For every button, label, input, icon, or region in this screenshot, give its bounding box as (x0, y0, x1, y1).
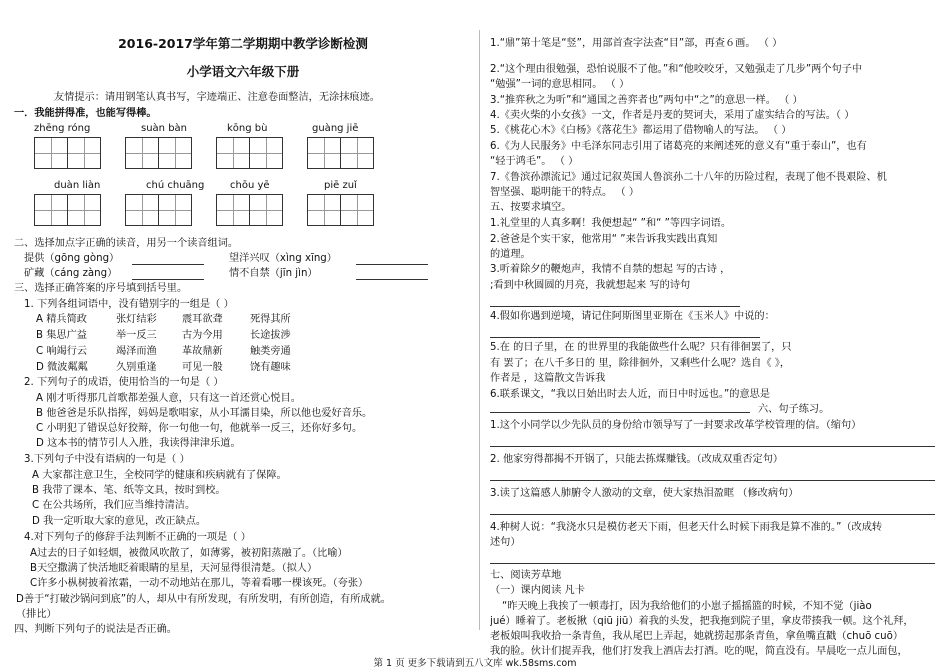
answer-blank[interactable] (132, 264, 204, 265)
option: A 大家都注意卫生，全校同学的健康和疾病就有了保障。 (32, 470, 287, 481)
option-word: 张灯结彩 (116, 314, 157, 325)
exam-title: 2016-2017学年第二学期期中教学诊断检测 (118, 36, 368, 51)
option: C许多小枞树披着浓霜，一动不动地站在那儿，等着看哪一棵该死。（夸张） (30, 578, 369, 589)
passage-line: 我的脸。伙计们捉弄我，他们打发我上酒店去打酒。吃的呢，简直没有。早晨吃一点儿面包， (490, 646, 908, 657)
judge-6a: 6.《为人民服务》中毛泽东同志引用了诸葛亮的来阐述死的意义有“重于泰山”，也有 (490, 141, 867, 152)
option-word: B 集思广益 (36, 330, 87, 341)
option-word: 震耳欲聋 (182, 314, 223, 325)
option-word: D 微波粼粼 (36, 362, 88, 373)
answer-box[interactable] (307, 137, 374, 169)
question-3: 3.下列句子中没有语病的一句是（ ） (24, 454, 190, 465)
writing-grid-row-1 (34, 137, 394, 169)
question-2: 2. 下列句子的成语，使用恰当的一句是（ ） (24, 377, 224, 388)
answer-line[interactable] (490, 446, 935, 447)
sentence-2: 2. 他家穷得都揭不开锅了，只能去拣煤赚钱。（改成双重否定句） (490, 454, 784, 465)
answer-box[interactable] (34, 137, 101, 169)
friendly-tip: 友情提示：请用钢笔认真书写，字迹端正、注意卷面整洁，无涂抹痕迹。 (54, 92, 380, 103)
judge-3: 3.“推弈秋之为听”和“通国之善弈者也”两句中“之”的意思一样。 （ ） (490, 95, 803, 106)
section-6-heading: 六、句子练习。 (758, 404, 830, 415)
answer-line[interactable] (490, 514, 935, 515)
fill-5a: 5.在 的日子里，在 的世界里的我能做些什么呢？只有徘徊罢了，只 (490, 342, 792, 353)
option-word: 触类旁通 (250, 346, 291, 357)
exam-subtitle: 小学语文六年级下册 (186, 64, 300, 79)
pinyin-3: kōng bù (227, 123, 268, 134)
pinyin-2: suàn bàn (141, 123, 188, 134)
option: D善于“打破沙锅问到底”的人，却从中有所发现，有所发明，有所创造，有所成就。 (16, 594, 391, 605)
reading-heading: （一）课内阅读 凡卡 (490, 585, 585, 596)
page-footer: 第 1 页 更多下载请到五八文库 wk.58sms.com (373, 658, 577, 669)
reading-item: 提供（gōng gòng） (24, 253, 120, 264)
passage-line: 老板娘叫我收拾一条青鱼，我从尾巴上弄起，她就捞起那条青鱼，拿鱼嘴直戳（chuō cuō） (490, 631, 904, 642)
sentence-1: 1.这个小同学以少先队员的身份给市领导写了一封要求改革学校管理的信。（缩句） (490, 420, 862, 431)
answer-line[interactable] (490, 412, 750, 413)
sentence-4a: 4.种树人说：“我浇水只是模仿老天下雨，但老天什么时候下雨我是算不准的。”（改成转 (490, 522, 883, 533)
option-word: 古为今用 (182, 330, 223, 341)
writing-grid-row-2 (34, 194, 394, 226)
option-word: 长途拔涉 (250, 330, 291, 341)
pinyin-4: guàng jiē (312, 123, 359, 134)
judge-2a: 2.“这个理由很勉强，恐怕说服不了他。”和“他咬咬牙，又勉强走了几步”两个句子中 (490, 64, 863, 75)
question-1: 1. 下列各组词语中，没有错别字的一组是（ ） (24, 299, 234, 310)
answer-box[interactable] (34, 194, 101, 226)
option: C 在公共场所，我们应当维持清洁。 (32, 500, 196, 511)
judge-6b: “轻于鸿毛”。 （ ） (490, 156, 579, 167)
option: A 刚才听得那几首歌都差强人意，只有这一首还赏心悦目。 (36, 393, 301, 404)
fill-6: 6.联系课文，“我以日始出时去人近，而日中时远也。”的意思是 (490, 389, 771, 400)
option: D 这本书的情节引人入胜，我读得津津乐道。 (36, 438, 241, 449)
answer-box[interactable] (125, 137, 192, 169)
section-3-heading: 三、选择正确答案的序号填到括号里。 (14, 283, 188, 294)
fill-2a: 2.爸爸是个实干家，他常用“ ”来告诉我实践出真知 (490, 234, 718, 245)
option: B 我带了课本、笔、纸等文具，按时到校。 (32, 485, 226, 496)
reading-item: 望洋兴叹（xìng xīng） (229, 253, 337, 264)
fill-5c: 作者是 ，这篇散文告诉我 (490, 373, 606, 384)
sentence-3: 3.读了这篇感人肺腑令人激动的文章，使大家热泪盈眶 （修改病句） (490, 488, 799, 499)
section-4-heading: 四、判断下列句子的说法是否正确。 (14, 624, 177, 635)
pinyin-5: duàn liàn (54, 180, 101, 191)
answer-line[interactable] (490, 337, 760, 338)
pinyin-8: piē zuǐ (324, 180, 357, 191)
option: C 小明犯了错误总好狡辩，你一句他一句，他就举一反三，还你好多句。 (36, 423, 363, 434)
answer-box[interactable] (216, 137, 283, 169)
answer-blank[interactable] (132, 279, 204, 280)
answer-line[interactable] (490, 306, 740, 307)
section-7-heading: 七、阅读芳草地 (490, 570, 562, 581)
reading-item: 情不自禁（jīn jìn） (229, 268, 318, 279)
pinyin-7: chōu yē (230, 180, 270, 191)
option-word: C 响竭行云 (36, 346, 88, 357)
option-word: 饶有趣味 (250, 362, 291, 373)
judge-4: 4.《卖火柴的小女孩》一文，作者是丹麦的契诃夫，采用了虚实结合的写法。（ ） (490, 110, 855, 121)
answer-box[interactable] (307, 194, 374, 226)
option-word: 举一反三 (116, 330, 157, 341)
answer-blank[interactable] (356, 264, 428, 265)
answer-line[interactable] (490, 563, 935, 564)
option: B天空撒满了快活地眨着眼睛的星星，天河显得很清楚。（拟人） (30, 563, 318, 574)
option: （排比） (16, 609, 57, 620)
judge-7b: 智坚强、聪明能干的特点。 （ ） (490, 187, 640, 198)
section-1-heading: 一．我能拼得准，也能写得棒。 (14, 108, 157, 119)
fill-5b: 有 罢了；在八千多日的 里，除徘徊外，又剩些什么呢？选自《 》， (490, 358, 791, 369)
answer-blank[interactable] (356, 279, 428, 280)
sentence-4b: 述句） (490, 537, 521, 548)
judge-7a: 7.《鲁滨孙漂流记》通过记叙英国人鲁滨孙二十八年的历险过程，表现了他不畏艰险、机 (490, 172, 887, 183)
judge-2b: “勉强”一词的意思相同。 （ ） (490, 79, 630, 90)
fill-1: 1.礼堂里的人真多啊！我便想起“ ”和“ ”等四字词语。 (490, 218, 732, 229)
fill-2b: 的道理。 (490, 249, 531, 260)
answer-box[interactable] (125, 194, 192, 226)
option: D 我一定听取大家的意见，改正缺点。 (32, 516, 207, 527)
option-word: 竭泽而渔 (116, 346, 157, 357)
option-word: A 精兵简政 (36, 314, 87, 325)
option-word: 可见一般 (182, 362, 223, 373)
answer-line[interactable] (490, 480, 935, 481)
reading-item: 矿藏（cáng zàng） (24, 268, 118, 279)
option: A过去的日子如轻烟，被微风吹散了，如薄雾，被初阳蒸融了。（比喻） (30, 548, 348, 559)
option-word: 革故鼎新 (182, 346, 223, 357)
fill-3b: ;看到中秋圆圆的月亮，我就想起来 写的诗句 (490, 280, 691, 291)
fill-4: 4.假如你遇到逆境，请记住阿斯图里亚斯在《玉米人》中说的： (490, 311, 775, 322)
column-divider (479, 30, 480, 630)
section-5-heading: 五、按要求填空。 (490, 202, 572, 213)
option-word: 死得其所 (250, 314, 291, 325)
judge-1: 1.“鼎”第十笔是“竖”，用部首查字法查“目”部，再查６画。 （ ） (490, 38, 783, 49)
section-2-heading: 二、选择加点字正确的读音，用另一个读音组词。 (14, 238, 239, 249)
answer-box[interactable] (216, 194, 283, 226)
judge-5: 5.《桃花心木》《白杨》《落花生》都运用了借物喻人的写法。 （ ） (490, 125, 792, 136)
fill-3a: 3.听着除夕的鞭炮声，我情不自禁的想起 写的古诗 ， (490, 264, 731, 275)
pinyin-1: zhēng róng (34, 123, 91, 134)
option-word: 久别重逢 (116, 362, 157, 373)
passage-line: jué）睡着了。老板揪（qiū jiū）着我的头发，把我拖到院子里，拿皮带揍我一顿。这个礼拜， (490, 616, 914, 627)
passage-line: “昨天晚上我挨了一顿毒打，因为我给他们的小崽子摇摇篮的时候，不知不觉（jiào (502, 601, 872, 612)
option: B 他爸爸是乐队指挥，妈妈是歌唱家，从小耳濡目染，所以他也爱好音乐。 (36, 408, 373, 419)
pinyin-6: chú chuāng (146, 180, 205, 191)
question-4: 4.对下列句子的修辞手法判断不正确的一项是（ ） (24, 532, 251, 543)
